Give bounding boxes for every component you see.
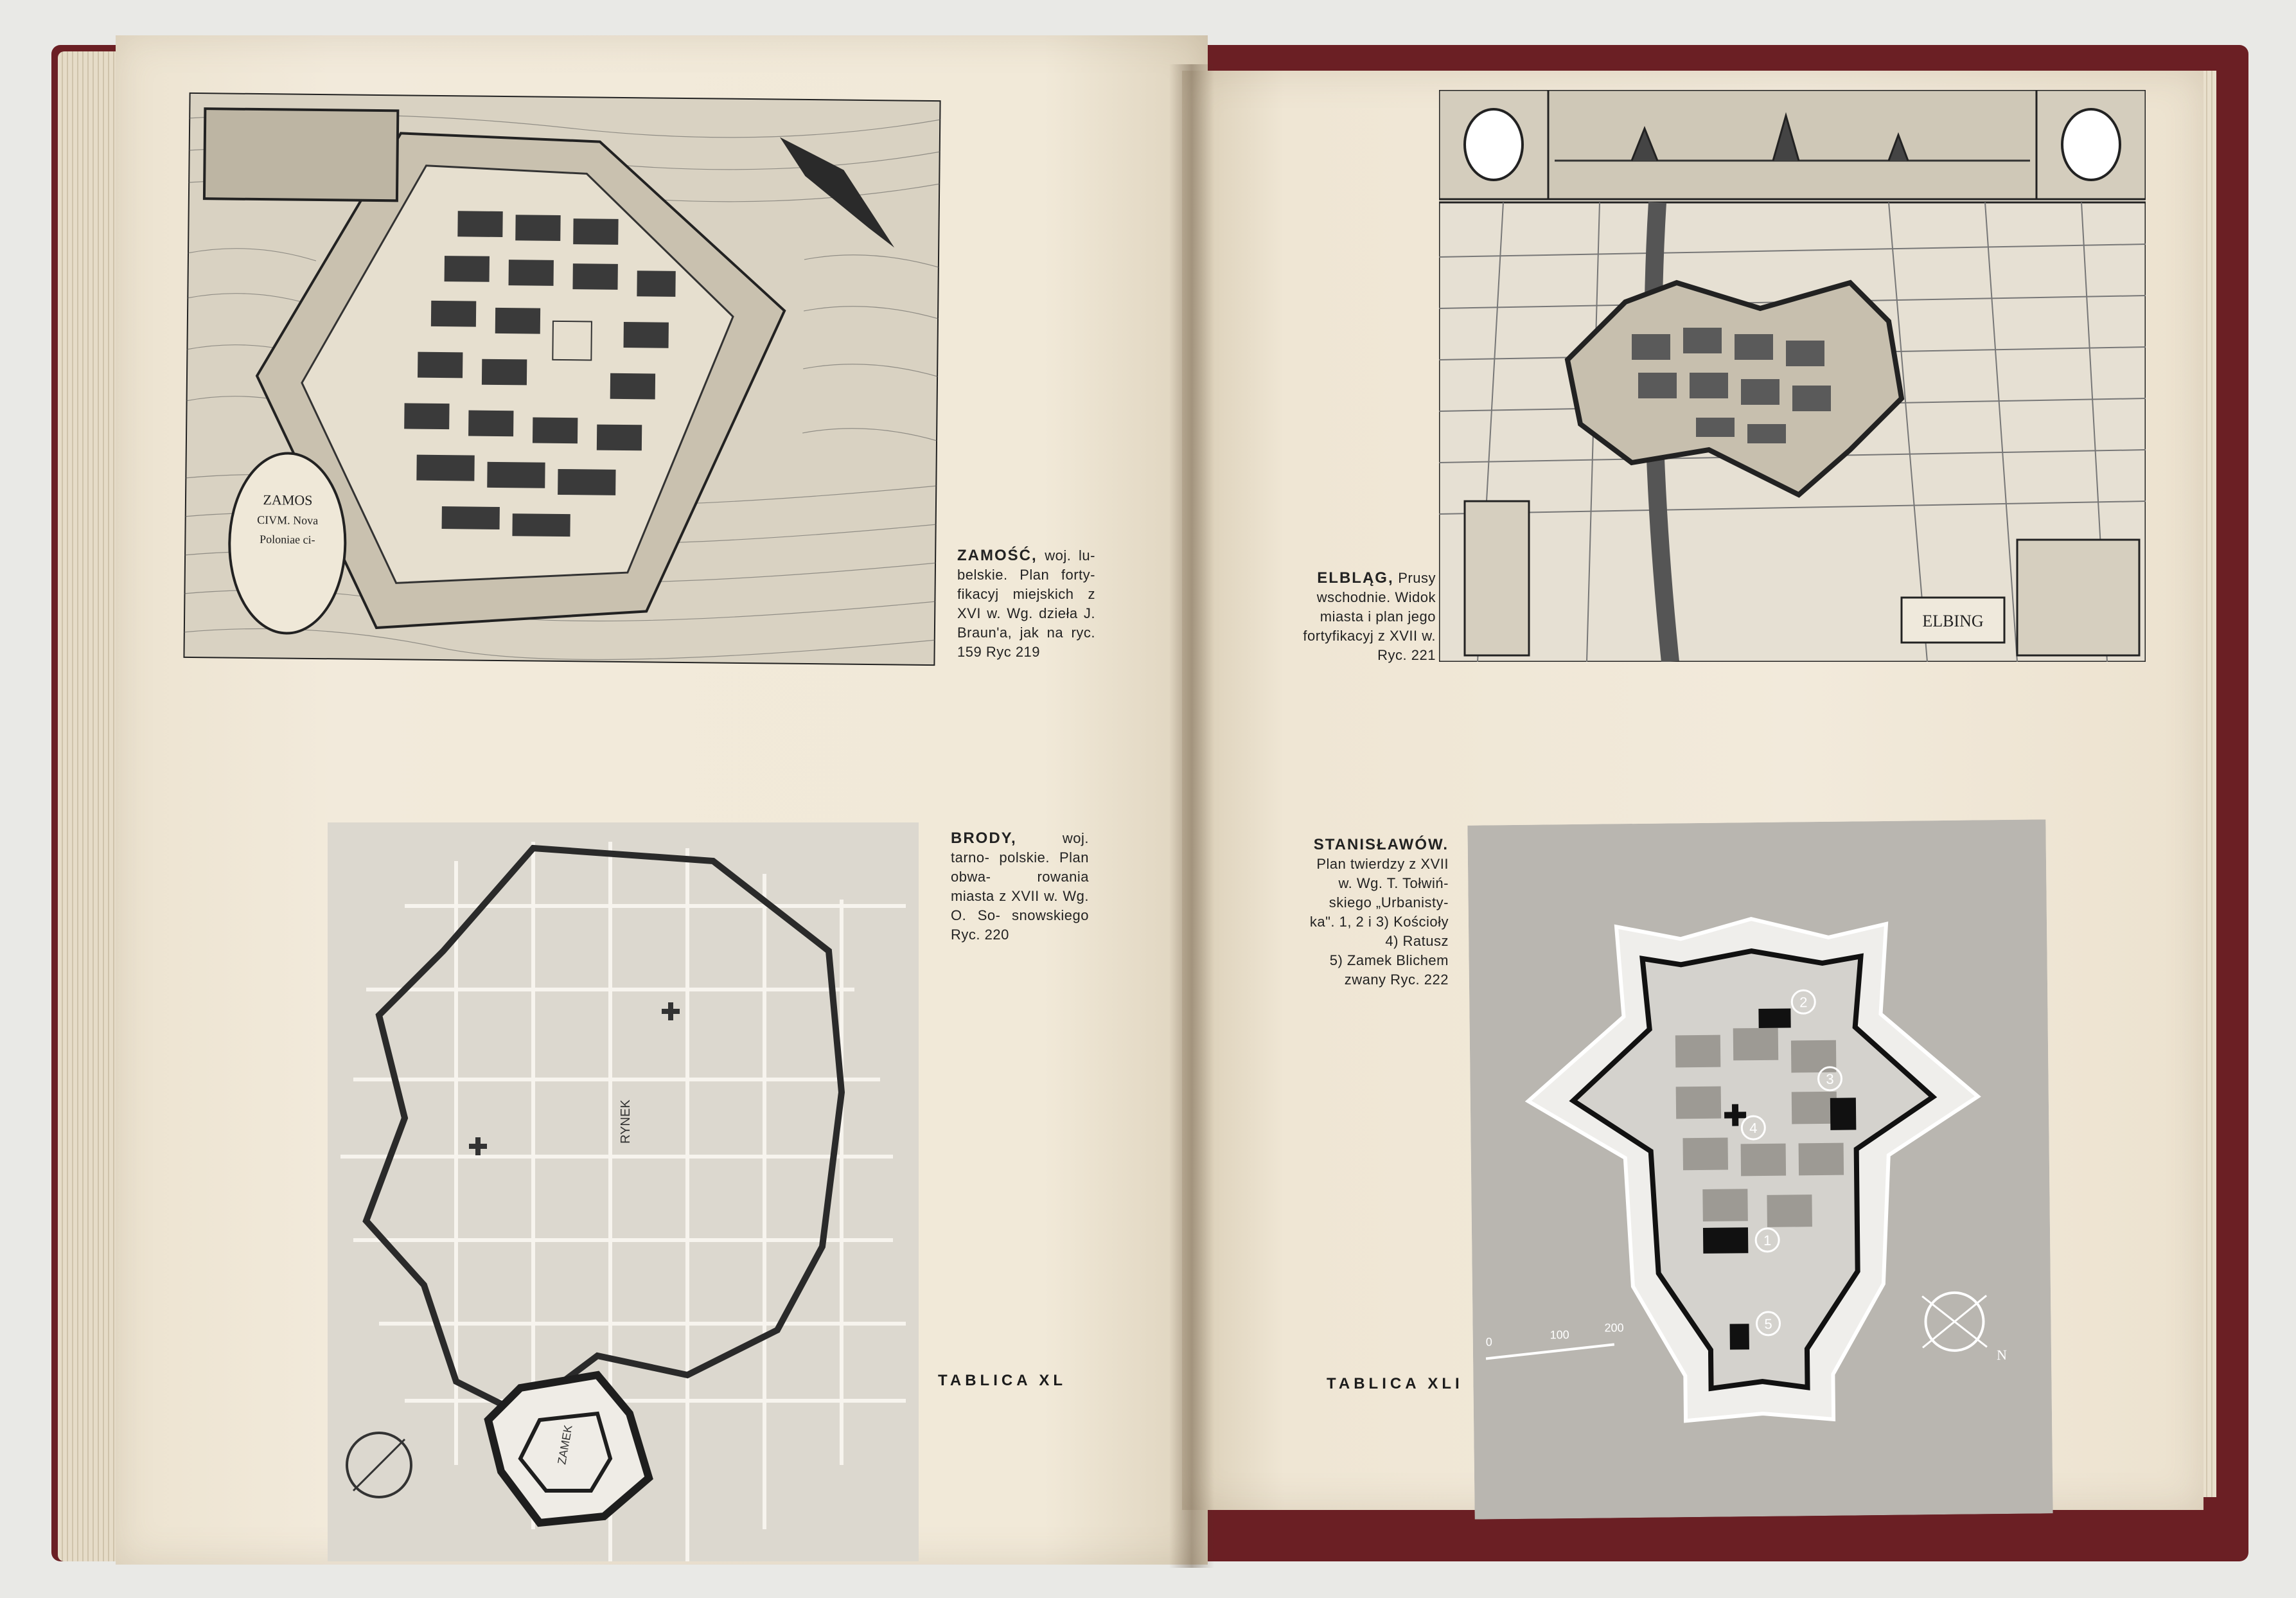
elblag-caption-line: fortyfikacyj z XVII w. [1303, 628, 1436, 644]
zamosc-caption-line: belskie. Plan forty- [957, 567, 1095, 583]
stanislawow-plan [1467, 819, 2053, 1519]
elblag-banner-text: ELBING [1922, 612, 1984, 630]
elblag-legend-table [1465, 501, 1529, 655]
elblag-engraving [1439, 90, 2146, 662]
stanislawow-caption-line: zwany Ryc. 222 [1344, 972, 1449, 988]
zamosc-caption-line: J. Braun'a, jak na [957, 605, 1095, 641]
stanislawow-caption-line: 4) Ratusz [1385, 933, 1449, 949]
zamosc-caption-name: ZAMOŚĆ, [957, 547, 1038, 564]
zamosc-caption-line: XVI w. Wg. dzieła [957, 605, 1078, 621]
stanislawow-caption [1291, 835, 1449, 990]
zamosc-caption-line: fikacyj miejskich z [957, 586, 1095, 602]
brody-caption-line: polskie. Plan obwa- [951, 849, 1089, 885]
brody-caption-line: rowania miasta z [951, 869, 1089, 904]
elblag-caption-line: wschodnie. Widok [1316, 589, 1436, 605]
scale-label: 0 [1485, 1335, 1492, 1349]
zamosc-caption [957, 546, 1095, 662]
elblag-caption-line: miasta i plan jego [1320, 608, 1436, 625]
zamosc-cartouche-line: ZAMOS [263, 492, 313, 508]
legend-number-5: 5 [1764, 1315, 1772, 1332]
brody-caption-name: BRODY, [951, 830, 1017, 847]
page-edges-left [58, 51, 122, 1561]
stanislawow-caption-line: 5) Zamek Blichem [1329, 952, 1449, 968]
brody-caption [951, 829, 1089, 945]
stanislawow-caption-line: ka". 1, 2 i 3) Kościoły [1309, 914, 1449, 930]
stanislawow-caption-line: w. Wg. T. Tołwiń- [1338, 875, 1449, 891]
brody-zamek-label: ZAMEK [555, 1424, 575, 1466]
book-gutter [1169, 64, 1214, 1568]
elblag-caption-line: Prusy [1398, 570, 1436, 586]
stanislawow-caption-name: STANISŁAWÓW. [1313, 836, 1449, 853]
brody-map [328, 822, 919, 1561]
elblag-caption [1298, 569, 1436, 665]
legend-number-1: 1 [1763, 1232, 1772, 1248]
legend-number-4: 4 [1749, 1120, 1758, 1137]
brody-caption-line: woj. tarno- [951, 830, 1089, 866]
brody-rynek-label: RYNEK [619, 1099, 633, 1144]
scale-label: 200 [1604, 1321, 1624, 1335]
elblag-caption-line: Ryc. 221 [1377, 647, 1436, 663]
stanislawow-caption-line: skiego „Urbanisty- [1329, 894, 1449, 910]
brody-caption-line: XVII w. Wg. O. So- [951, 888, 1089, 923]
legend-number-3: 3 [1826, 1070, 1834, 1087]
brody-caption-line: snowskiego Ryc. 220 [951, 907, 1089, 943]
stanislawow-caption-line: Plan twierdzy z XVII [1316, 856, 1449, 872]
zamosc-engraving [183, 93, 940, 666]
tablica-right: TABLICA XLI [1327, 1375, 1463, 1392]
elblag-caption-name: ELBLĄG, [1317, 569, 1394, 587]
north-label: N [1996, 1346, 2008, 1363]
legend-number-2: 2 [1799, 994, 1808, 1011]
zamosc-caption-line: ryc. 159 Ryc 219 [957, 625, 1095, 660]
scale-label: 100 [1550, 1328, 1569, 1342]
zamosc-caption-line: woj. lu- [1045, 547, 1095, 564]
tablica-left: TABLICA XL [938, 1372, 1066, 1389]
zamosc-cartouche-line: CIVM. Nova [257, 513, 319, 528]
zamosc-cartouche-line: Poloniae ci- [260, 533, 315, 546]
